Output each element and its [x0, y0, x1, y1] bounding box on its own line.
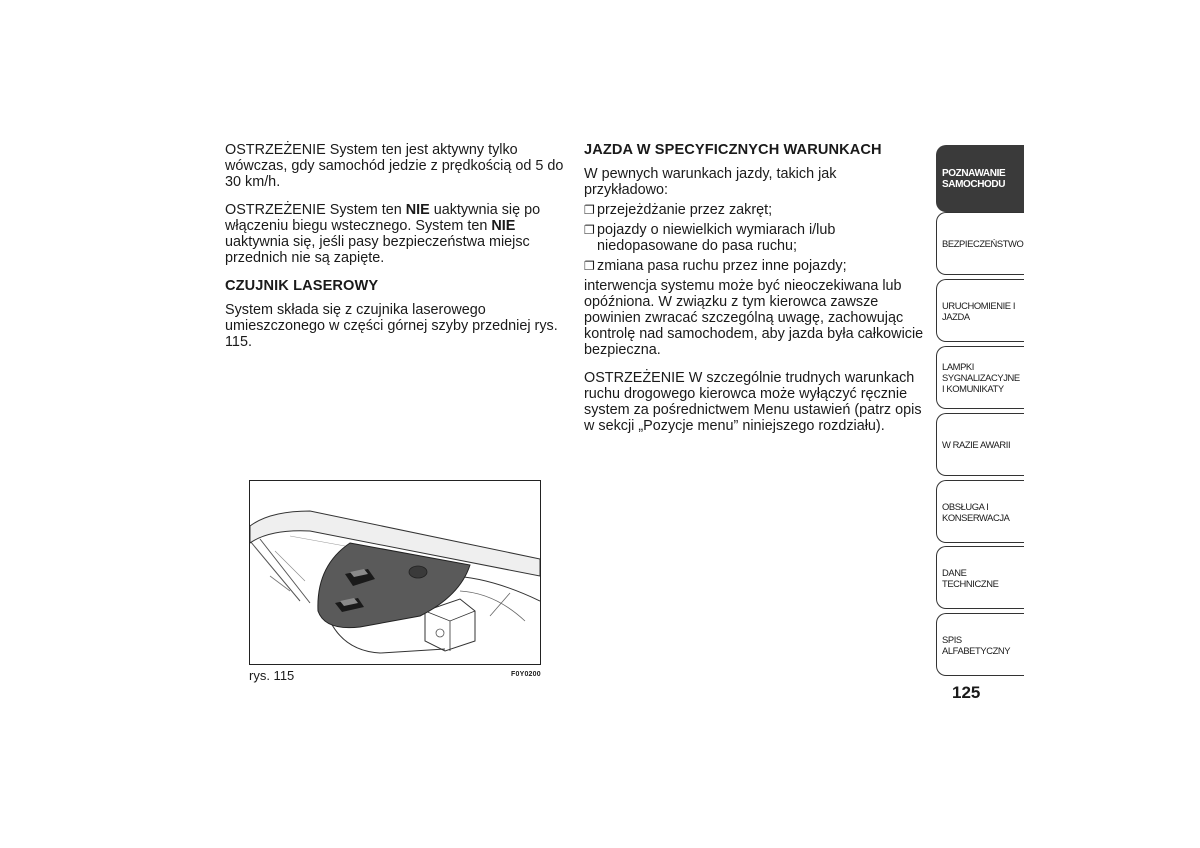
- figure-caption: rys. 115: [249, 668, 295, 683]
- page-number: 125: [952, 683, 981, 702]
- warning-active-speed: OSTRZEŻENIE System ten jest aktywny tylko wówczas, gdy samochód jedzie z prędkością od 5 do 30 km/h.: [225, 142, 564, 190]
- tab-dane-techniczne[interactable]: DANE TECHNICZNE: [936, 546, 1024, 609]
- tab-w-razie-awarii[interactable]: W RAZIE AWARII: [936, 413, 1024, 476]
- warning-reverse-gear: OSTRZEŻENIE System ten NIE uaktywnia się po włączeniu biegu wstecznego. System ten NIE uaktywnia się, jeśli pasy bezpieczeństwa miejsc przednich nie są zapięte.: [225, 202, 541, 266]
- tab-obsluga-i-konserwacja[interactable]: OBSŁUGA I KONSERWACJA: [936, 480, 1024, 543]
- warning-manual-disable: OSTRZEŻENIE W szczególnie trudnych warunkach ruchu drogowego kierowca może wyłączyć ręcznie system za pośrednictwem Menu ustawień (patrz opis w sekcji „Pozycje menu” niniejszego rozdziału).: [584, 370, 922, 434]
- specific-conditions-heading: JAZDA W SPECYFICZNYCH WARUNKACH: [584, 142, 882, 158]
- list-item: ❐ przejeżdżanie przez zakręt;: [584, 202, 773, 218]
- laser-sensor-figure: [249, 480, 541, 665]
- list-item: ❐ pojazdy o niewielkich wymiarach i/lub niedopasowane do pasa ruchu;: [584, 222, 836, 254]
- right-column: [584, 142, 924, 446]
- conditions-intro: W pewnych warunkach jazdy, takich jak przykładowo:: [584, 166, 837, 198]
- laser-sensor-body: System składa się z czujnika laserowego umieszczonego w części górnej szyby przedniej rys. 115.: [225, 302, 558, 350]
- tab-poznawanie-samochodu[interactable]: POZNAWANIE SAMOCHODU: [936, 145, 1024, 212]
- left-column: [225, 142, 565, 362]
- laser-sensor-heading: CZUJNIK LASEROWY: [225, 278, 379, 294]
- list-item: ❐ zmiana pasa ruchu przez inne pojazdy;: [584, 258, 847, 274]
- tab-bezpieczenstwo[interactable]: BEZPIECZEŃSTWO: [936, 212, 1024, 275]
- system-intervention-text: interwencja systemu może być nieoczekiwana lub opóźniona. W związku z tym kierowca zawsze powinien zwracać szczególną uwagę, zachowując kontrolę nad samochodem, aby jazda była całkowicie bezpieczna.: [584, 278, 924, 358]
- checkbox-bullet-icon: ❐: [584, 223, 595, 237]
- figure-code: F0Y0200: [511, 671, 541, 678]
- tab-spis-alfabetyczny[interactable]: SPIS ALFABETYCZNY: [936, 613, 1024, 676]
- laser-sensor-illustration: [250, 481, 540, 664]
- tab-uruchomienie-i-jazda[interactable]: URUCHOMIENIE I JAZDA: [936, 279, 1024, 342]
- tab-lampki-sygnalizacyjne[interactable]: LAMPKI SYGNALIZACYJNE I KOMUNIKATY: [936, 346, 1024, 409]
- checkbox-bullet-icon: ❐: [584, 259, 595, 273]
- checkbox-bullet-icon: ❐: [584, 203, 595, 217]
